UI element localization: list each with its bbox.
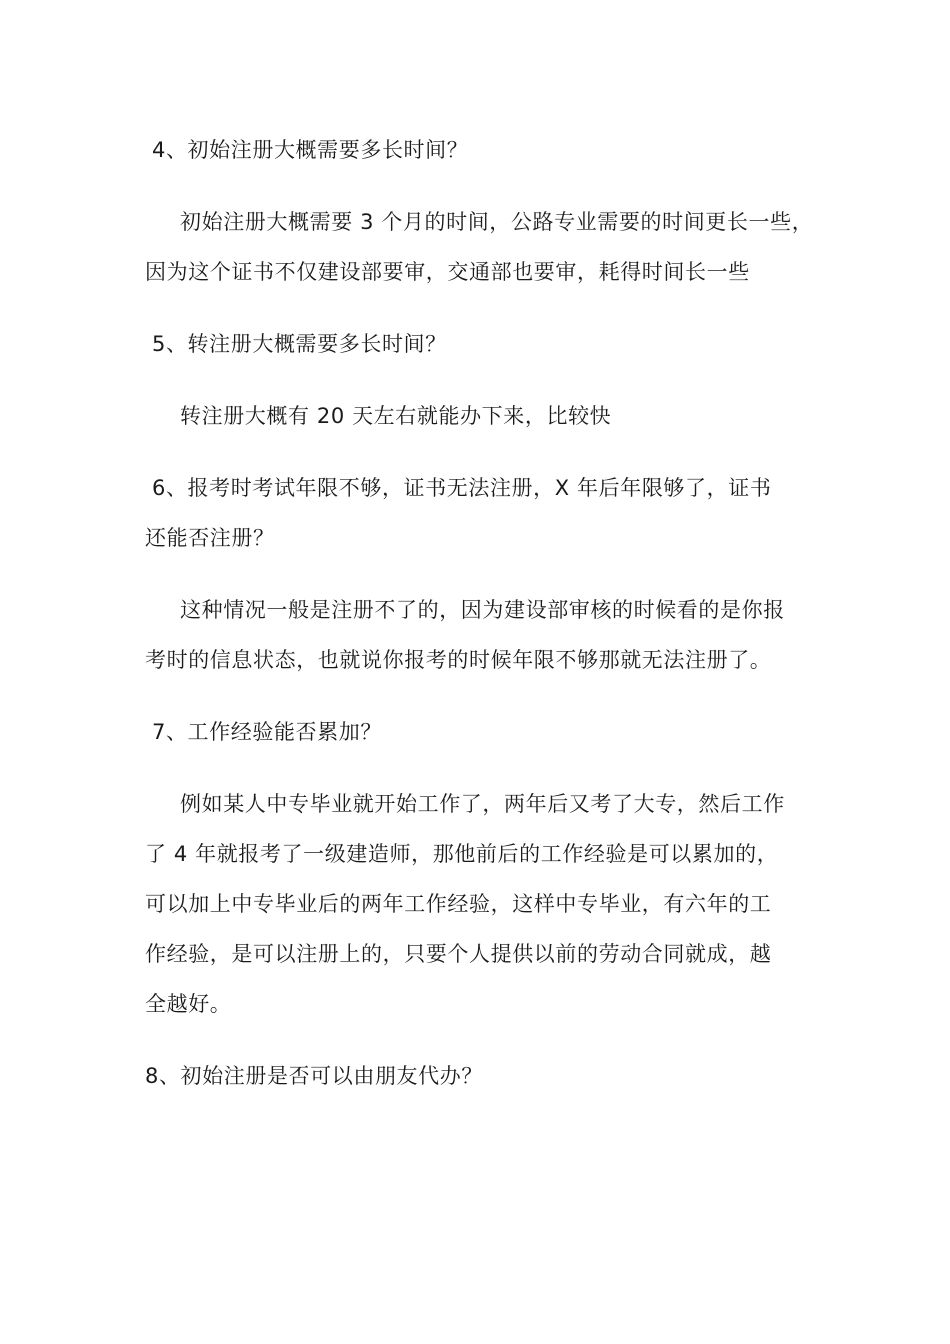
question-7: 7、工作经验能否累加？ [152, 720, 382, 744]
answer-7-line-1: 例如某人中专毕业就开始工作了，两年后又考了大专，然后工作 [180, 792, 785, 816]
answer-6-line-1: 这种情况一般是注册不了的，因为建设部审核的时候看的是你报 [180, 598, 785, 622]
answer-7-line-5: 全越好。 [145, 992, 232, 1016]
question-6-line-2: 还能否注册？ [145, 526, 275, 550]
question-5: 5、转注册大概需要多长时间？ [152, 332, 447, 356]
answer-5-line-1: 转注册大概有 20 天左右就能办下来，比较快 [180, 404, 612, 428]
question-8: 8、初始注册是否可以由朋友代办？ [145, 1064, 483, 1088]
answer-4-line-2: 因为这个证书不仅建设部要审，交通部也要审，耗得时间长一些 [145, 260, 750, 284]
answer-4-line-1: 初始注册大概需要 3 个月的时间，公路专业需要的时间更长一些， [180, 210, 814, 234]
question-4: 4、初始注册大概需要多长时间？ [152, 138, 469, 162]
question-6-line-1: 6、报考时考试年限不够，证书无法注册，X 年后年限够了，证书 [152, 476, 772, 500]
answer-7-line-3: 可以加上中专毕业后的两年工作经验，这样中专毕业，有六年的工 [145, 892, 772, 916]
answer-7-line-2: 了 4 年就报考了一级建造师，那他前后的工作经验是可以累加的， [145, 842, 779, 866]
answer-7-line-4: 作经验，是可以注册上的，只要个人提供以前的劳动合同就成，越 [145, 942, 772, 966]
answer-6-line-2: 考时的信息状态，也就说你报考的时候年限不够那就无法注册了。 [145, 648, 772, 672]
